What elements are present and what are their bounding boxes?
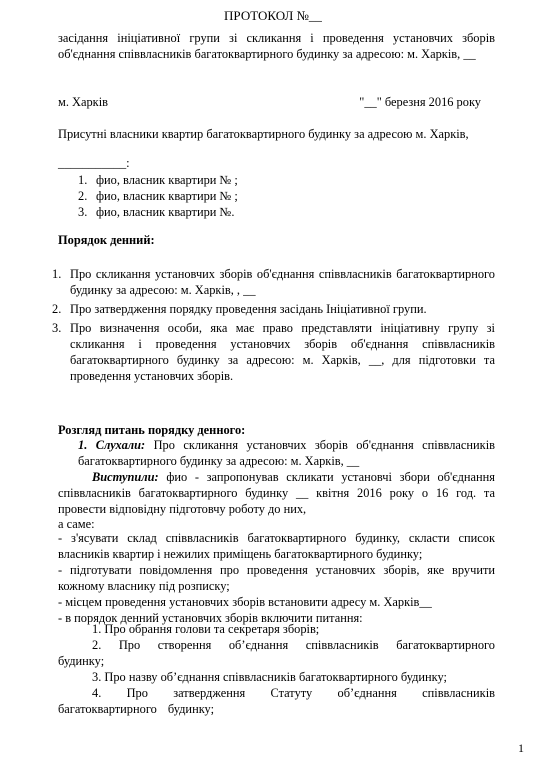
attendee-item: 1. фио, власник квартири № ;: [78, 173, 238, 187]
namely-label: а саме:: [58, 517, 95, 531]
city-date-line: [58, 94, 495, 110]
protocol-title: ПРОТОКОЛ №__: [224, 8, 322, 23]
agenda-item: 1. Про скликання установчих зборів об'єднання співвласників багатоквартирного будинку за адресою: м. Харків, , __: [52, 267, 495, 297]
agenda-item: 2. Про затвердження порядку проведення засідань Ініціативної групи.: [52, 302, 427, 316]
task-item: - в порядок денний установчих зборів включити питання:: [58, 611, 363, 625]
agenda-heading: Порядок денний:: [58, 233, 155, 247]
city-label: м. Харків: [58, 95, 108, 109]
subitem-list: [58, 621, 495, 717]
task-item: - місцем проведення установчих зборів встановити адресу м. Харків__: [58, 595, 432, 609]
intro-paragraph: засідання ініціативної групи зі скликання і проведення установчих зборів об'єднання співвласників багатоквартирного будинку за адресою: м. Харків, __: [58, 31, 495, 61]
attendee-item: 2. фио, власник квартири № ;: [78, 189, 238, 203]
subitem: 1. Про обрання голови та секретаря зборів;: [92, 622, 320, 636]
heard-paragraph: 1. Слухали: Про скликання установчих зборів об'єднання співвласників багатоквартирного будинку за адресою: м. Харків, __: [78, 438, 495, 468]
task-item: - з'ясувати склад співвласників багатоквартирного будинку, скласти список власників квартир і нежилих приміщень багатоквартирного будинку;: [58, 531, 495, 561]
task-list: [58, 530, 495, 626]
attendee-list: [78, 172, 478, 220]
agenda-list: [52, 266, 495, 384]
task-item: - підготувати повідомлення про проведення установчих зборів, яке вручити кожному власнику під розписку;: [58, 563, 495, 593]
agenda-item: 3. Про визначення особи, яка має право представляти ініціативну групу зі скликання і проведення установчих зборів об'єднання співвласників багатоквартирного будинку за адресою: м. Харків, __, для підготовки та проведення установчих зборів.: [52, 321, 495, 383]
date-label: "__" березня 2016 року: [359, 95, 481, 109]
present-blank: ___________:: [58, 156, 130, 170]
review-heading: Розгляд питань порядку денного:: [58, 423, 246, 437]
spoke-paragraph: Виступили: фио - запропонував скликати установчі збори об'єднання співвласників багатоквартирного будинку __ квітня 2016 року о 16 год. та провести відповідну підготовчу роботу до них,: [58, 470, 495, 516]
present-paragraph: Присутні власники квартир багатоквартирного будинку за адресою м. Харків,: [58, 127, 469, 141]
page-number: 1: [518, 741, 524, 755]
attendee-item: 3. фио, власник квартири №.: [78, 205, 235, 219]
subitem: 3. Про назву об’єднання співвласників багатоквартирного будинку;: [92, 670, 447, 684]
subitem: 2. Про створення об’єднання співвласників багатоквартирного будинку;: [58, 638, 495, 668]
subitem: 4. Про затвердження Статуту об’єднання співвласників багатоквартирного будинку;: [58, 686, 495, 716]
